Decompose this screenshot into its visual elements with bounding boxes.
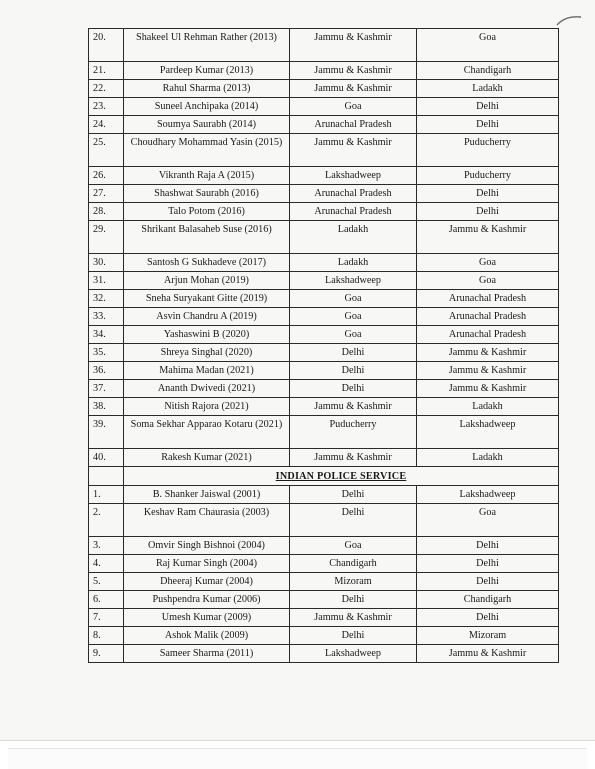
table-row [89,116,559,134]
serial-number-cell: 3. [89,537,124,555]
to-cadre-cell: Ladakh [417,80,559,98]
from-cadre-cell: Jammu & Kashmir [290,398,417,416]
to-cadre-cell: Jammu & Kashmir [417,645,559,663]
from-cadre-cell: Jammu & Kashmir [290,609,417,627]
table-row [89,344,559,362]
to-cadre-cell: Goa [417,272,559,290]
table-row [89,573,559,591]
from-cadre-cell: Goa [290,98,417,116]
serial-number-cell: 24. [89,116,124,134]
officer-name-cell: Shrikant Balasaheb Suse (2016) [124,221,290,254]
officer-name-cell: Rahul Sharma (2013) [124,80,290,98]
table-row [89,308,559,326]
to-cadre-cell: Delhi [417,185,559,203]
officer-name-cell: Arjun Mohan (2019) [124,272,290,290]
officer-name-cell: Mahima Madan (2021) [124,362,290,380]
officer-name-cell: Santosh G Sukhadeve (2017) [124,254,290,272]
table-row [89,537,559,555]
officer-name-cell: Shakeel Ul Rehman Rather (2013) [124,29,290,62]
to-cadre-cell: Mizoram [417,627,559,645]
from-cadre-cell: Delhi [290,504,417,537]
officer-name-cell: Omvir Singh Bishnoi (2004) [124,537,290,555]
table-row [89,362,559,380]
from-cadre-cell: Jammu & Kashmir [290,134,417,167]
serial-number-cell: 1. [89,486,124,504]
from-cadre-cell: Goa [290,326,417,344]
ips-section-heading [89,467,559,486]
table-row [89,290,559,308]
table-row [89,486,559,504]
from-cadre-cell: Puducherry [290,416,417,449]
officer-name-cell: Soumya Saurabh (2014) [124,116,290,134]
table-row [89,591,559,609]
table-row [89,80,559,98]
officer-name-cell: Soma Sekhar Apparao Kotaru (2021) [124,416,290,449]
from-cadre-cell: Jammu & Kashmir [290,80,417,98]
table-row [89,398,559,416]
serial-number-cell: 38. [89,398,124,416]
serial-number-cell: 4. [89,555,124,573]
section-heading-row [89,467,559,486]
officer-name-cell: Raj Kumar Singh (2004) [124,555,290,573]
pencil-mark-icon [555,14,583,28]
table-row [89,134,559,167]
officer-name-cell: Ashok Malik (2009) [124,627,290,645]
serial-number-cell: 28. [89,203,124,221]
from-cadre-cell: Lakshadweep [290,645,417,663]
serial-number-cell: 5. [89,573,124,591]
transfer-table-container [88,28,558,663]
serial-number-cell: 35. [89,344,124,362]
serial-number-cell: 26. [89,167,124,185]
to-cadre-cell: Jammu & Kashmir [417,380,559,398]
to-cadre-cell: Ladakh [417,449,559,467]
from-cadre-cell: Arunachal Pradesh [290,116,417,134]
to-cadre-cell: Lakshadweep [417,486,559,504]
officer-name-cell: Pushpendra Kumar (2006) [124,591,290,609]
officer-name-cell: Choudhary Mohammad Yasin (2015) [124,134,290,167]
table-row [89,504,559,537]
table-row [89,449,559,467]
from-cadre-cell: Goa [290,290,417,308]
from-cadre-cell: Lakshadweep [290,167,417,185]
serial-number-cell: 27. [89,185,124,203]
to-cadre-cell: Goa [417,504,559,537]
transfer-table [88,28,559,663]
to-cadre-cell: Chandigarh [417,591,559,609]
officer-name-cell: Sneha Suryakant Gitte (2019) [124,290,290,308]
serial-number-cell: 31. [89,272,124,290]
to-cadre-cell: Puducherry [417,134,559,167]
to-cadre-cell: Delhi [417,116,559,134]
to-cadre-cell: Delhi [417,555,559,573]
officer-name-cell: Rakesh Kumar (2021) [124,449,290,467]
table-row [89,326,559,344]
serial-number-cell: 33. [89,308,124,326]
table-row [89,203,559,221]
heading-spacer-cell [89,467,124,486]
table-row [89,62,559,80]
table-row [89,555,559,573]
officer-name-cell: Pardeep Kumar (2013) [124,62,290,80]
serial-number-cell: 23. [89,98,124,116]
from-cadre-cell: Delhi [290,362,417,380]
table-row [89,272,559,290]
officer-name-cell: Vikranth Raja A (2015) [124,167,290,185]
from-cadre-cell: Delhi [290,591,417,609]
from-cadre-cell: Goa [290,537,417,555]
officer-name-cell: Dheeraj Kumar (2004) [124,573,290,591]
officer-name-cell: Umesh Kumar (2009) [124,609,290,627]
officer-name-cell: Suneel Anchipaka (2014) [124,98,290,116]
officer-name-cell: Yashaswini B (2020) [124,326,290,344]
to-cadre-cell: Goa [417,29,559,62]
next-page-edge [8,748,587,769]
ips-section-rows [89,486,559,663]
from-cadre-cell: Delhi [290,344,417,362]
to-cadre-cell: Arunachal Pradesh [417,290,559,308]
from-cadre-cell: Delhi [290,486,417,504]
to-cadre-cell: Puducherry [417,167,559,185]
to-cadre-cell: Goa [417,254,559,272]
to-cadre-cell: Jammu & Kashmir [417,221,559,254]
officer-name-cell: Talo Potom (2016) [124,203,290,221]
to-cadre-cell: Delhi [417,537,559,555]
from-cadre-cell: Ladakh [290,221,417,254]
ias-section-rows [89,29,559,467]
table-row [89,29,559,62]
officer-name-cell: Keshav Ram Chaurasia (2003) [124,504,290,537]
from-cadre-cell: Delhi [290,627,417,645]
serial-number-cell: 30. [89,254,124,272]
table-row [89,627,559,645]
serial-number-cell: 32. [89,290,124,308]
officer-name-cell: Asvin Chandru A (2019) [124,308,290,326]
to-cadre-cell: Jammu & Kashmir [417,362,559,380]
to-cadre-cell: Delhi [417,573,559,591]
officer-name-cell: Sameer Sharma (2011) [124,645,290,663]
serial-number-cell: 7. [89,609,124,627]
table-row [89,185,559,203]
to-cadre-cell: Arunachal Pradesh [417,326,559,344]
serial-number-cell: 34. [89,326,124,344]
table-row [89,645,559,663]
serial-number-cell: 25. [89,134,124,167]
serial-number-cell: 40. [89,449,124,467]
table-row [89,254,559,272]
officer-name-cell: Shashwat Saurabh (2016) [124,185,290,203]
table-row [89,221,559,254]
officer-name-cell: Shreya Singhal (2020) [124,344,290,362]
serial-number-cell: 2. [89,504,124,537]
officer-name-cell: Nitish Rajora (2021) [124,398,290,416]
serial-number-cell: 20. [89,29,124,62]
table-row [89,380,559,398]
section-heading: INDIAN POLICE SERVICE [124,467,559,486]
from-cadre-cell: Mizoram [290,573,417,591]
serial-number-cell: 39. [89,416,124,449]
to-cadre-cell: Arunachal Pradesh [417,308,559,326]
from-cadre-cell: Lakshadweep [290,272,417,290]
from-cadre-cell: Arunachal Pradesh [290,203,417,221]
from-cadre-cell: Jammu & Kashmir [290,449,417,467]
to-cadre-cell: Chandigarh [417,62,559,80]
to-cadre-cell: Lakshadweep [417,416,559,449]
to-cadre-cell: Ladakh [417,398,559,416]
serial-number-cell: 37. [89,380,124,398]
from-cadre-cell: Delhi [290,380,417,398]
to-cadre-cell: Delhi [417,609,559,627]
table-row [89,609,559,627]
serial-number-cell: 8. [89,627,124,645]
officer-name-cell: Ananth Dwivedi (2021) [124,380,290,398]
serial-number-cell: 22. [89,80,124,98]
serial-number-cell: 9. [89,645,124,663]
table-row [89,98,559,116]
from-cadre-cell: Goa [290,308,417,326]
officer-name-cell: B. Shanker Jaiswal (2001) [124,486,290,504]
to-cadre-cell: Jammu & Kashmir [417,344,559,362]
to-cadre-cell: Delhi [417,203,559,221]
from-cadre-cell: Arunachal Pradesh [290,185,417,203]
serial-number-cell: 21. [89,62,124,80]
from-cadre-cell: Ladakh [290,254,417,272]
from-cadre-cell: Jammu & Kashmir [290,29,417,62]
serial-number-cell: 36. [89,362,124,380]
serial-number-cell: 29. [89,221,124,254]
table-row [89,167,559,185]
from-cadre-cell: Chandigarh [290,555,417,573]
from-cadre-cell: Jammu & Kashmir [290,62,417,80]
to-cadre-cell: Delhi [417,98,559,116]
table-row [89,416,559,449]
serial-number-cell: 6. [89,591,124,609]
